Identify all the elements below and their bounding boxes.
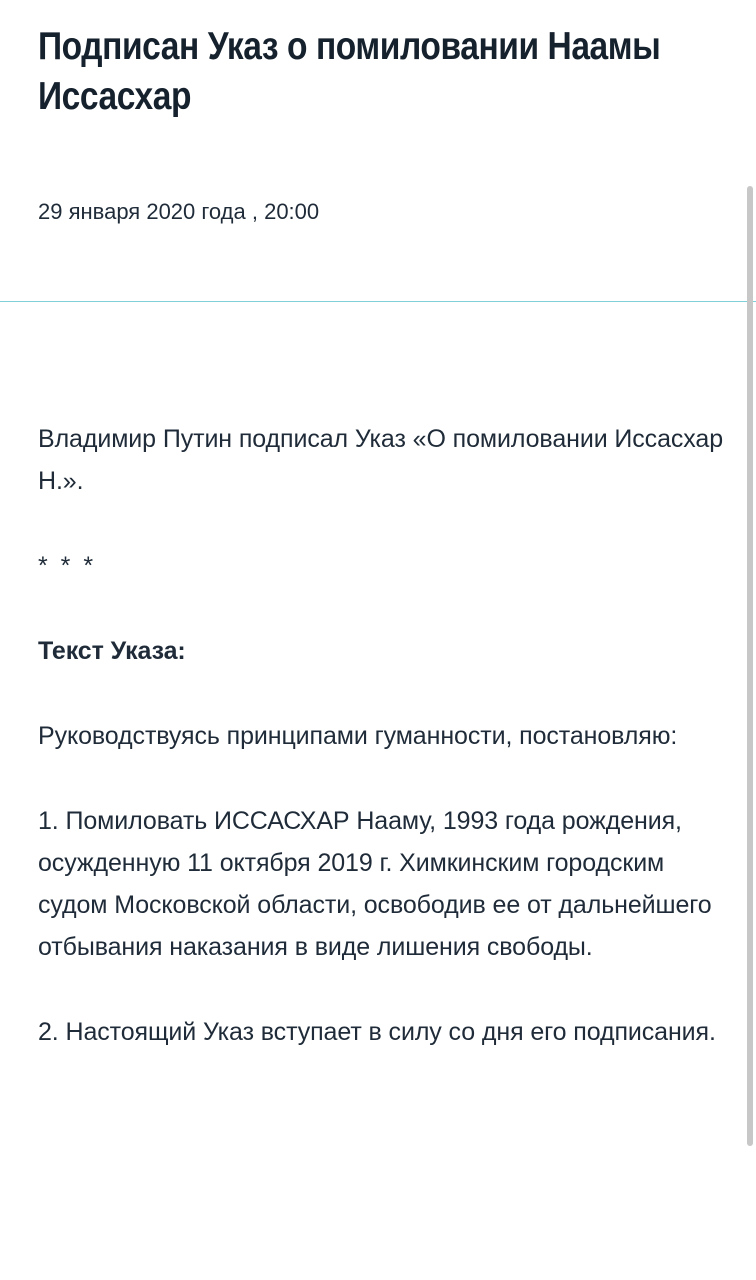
decree-clause-2: 2. Настоящий Указ вступает в силу со дня его подписания. <box>38 1018 716 1046</box>
intro-paragraph: Владимир Путин подписал Указ «О помиловании Иссасхар Н.». <box>38 425 723 495</box>
decree-heading: Текст Указа: <box>38 637 186 665</box>
article-title: Подписан Указ о помиловании Наамы Иссасхар <box>38 25 661 118</box>
article-date: 29 января 2020 года , 20:00 <box>38 199 320 224</box>
article-body <box>38 418 728 1096</box>
vertical-scrollbar[interactable] <box>747 186 753 1146</box>
decree-clause-1: 1. Помиловать ИССАСХАР Нааму, 1993 года рождения, осужденную 11 октября 2019 г. Химкинским городским судом Московской области, освободив ее от дальнейшего отбывания наказания в виде лишения свободы. <box>38 807 712 961</box>
header-divider <box>0 301 756 302</box>
section-separator: * * * <box>38 552 97 580</box>
decree-preamble: Руководствуясь принципами гуманности, постановляю: <box>38 722 678 750</box>
